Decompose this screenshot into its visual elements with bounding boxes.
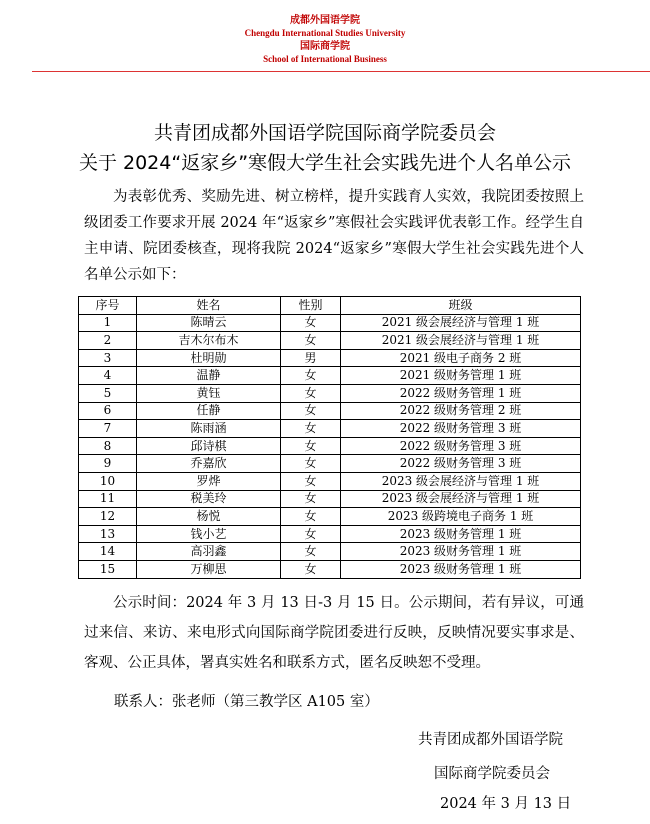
cell-name: 邱诗棋 (137, 437, 281, 455)
cell-name: 杜明勋 (137, 349, 281, 367)
cell-gender: 女 (281, 332, 341, 350)
letterhead-school-en: School of International Business (263, 54, 387, 64)
letterhead-divider (32, 71, 650, 72)
table-row (79, 384, 581, 402)
cell-class: 2022 级财务管理 3 班 (341, 420, 581, 438)
table-row (79, 402, 581, 420)
cell-no: 9 (79, 455, 137, 473)
cell-no: 3 (79, 349, 137, 367)
cell-gender: 女 (281, 525, 341, 543)
cell-gender: 女 (281, 472, 341, 490)
cell-no: 5 (79, 384, 137, 402)
letterhead-university-cn: 成都外国语学院 (290, 15, 360, 26)
cell-name: 陈晴云 (137, 314, 281, 332)
cell-no: 14 (79, 543, 137, 561)
letterhead-school-cn: 国际商学院 (300, 41, 350, 52)
table-header-row (79, 297, 581, 315)
contact-line: 联系人：张老师（第三教学区 A105 室） (114, 694, 379, 710)
cell-gender: 女 (281, 490, 341, 508)
cell-class: 2023 级会展经济与管理 1 班 (341, 490, 581, 508)
table-row (79, 525, 581, 543)
cell-name: 陈雨涵 (137, 420, 281, 438)
table-row (79, 472, 581, 490)
cell-class: 2022 级财务管理 2 班 (341, 402, 581, 420)
cell-no: 4 (79, 367, 137, 385)
table-row (79, 455, 581, 473)
header-no: 序号 (79, 297, 137, 315)
table-row (79, 508, 581, 526)
cell-class: 2023 级跨境电子商务 1 班 (341, 508, 581, 526)
header-class: 班级 (341, 297, 581, 315)
signature-date: 2024 年 3 月 13 日 (440, 796, 572, 812)
cell-name: 万柳思 (137, 560, 281, 578)
table-row (79, 420, 581, 438)
cell-class: 2023 级会展经济与管理 1 班 (341, 472, 581, 490)
cell-no: 13 (79, 525, 137, 543)
cell-gender: 女 (281, 314, 341, 332)
cell-gender: 女 (281, 384, 341, 402)
cell-gender: 女 (281, 508, 341, 526)
cell-gender: 女 (281, 437, 341, 455)
cell-no: 15 (79, 560, 137, 578)
cell-no: 8 (79, 437, 137, 455)
cell-gender: 女 (281, 560, 341, 578)
table-row (79, 367, 581, 385)
table-row (79, 560, 581, 578)
cell-class: 2023 级财务管理 1 班 (341, 525, 581, 543)
signature-org2: 国际商学院委员会 (434, 766, 550, 782)
cell-name: 温静 (137, 367, 281, 385)
cell-no: 11 (79, 490, 137, 508)
cell-gender: 女 (281, 420, 341, 438)
table-body (79, 314, 581, 578)
table-row (79, 349, 581, 367)
cell-class: 2022 级财务管理 3 班 (341, 437, 581, 455)
cell-name: 吉木尔布木 (137, 332, 281, 350)
cell-name: 税美玲 (137, 490, 281, 508)
cell-name: 乔嘉欣 (137, 455, 281, 473)
intro-paragraph (84, 184, 584, 288)
cell-class: 2023 级财务管理 1 班 (341, 560, 581, 578)
table-row (79, 490, 581, 508)
cell-no: 7 (79, 420, 137, 438)
header-name: 姓名 (137, 297, 281, 315)
cell-gender: 女 (281, 402, 341, 420)
document-title-line2: 关于 2024“返家乡”寒假大学生社会实践先进个人名单公示 (78, 152, 572, 174)
document-title-line1: 共青团成都外国语学院国际商学院委员会 (153, 122, 496, 144)
cell-gender: 男 (281, 349, 341, 367)
intro-text: 为表彰优秀、奖励先进、树立榜样，提升实践育人实效，我院团委按照上级团委工作要求开展 2024 年“返家乡”寒假社会实践评优表彰工作。经学生自主申请、院团委核查，现将我院 2024“返家乡”寒假大学生社会实践先进个人名单公示如下： (84, 189, 584, 283)
cell-name: 高羽鑫 (137, 543, 281, 561)
cell-gender: 女 (281, 367, 341, 385)
table-row (79, 314, 581, 332)
cell-name: 任静 (137, 402, 281, 420)
header-gender: 性别 (281, 297, 341, 315)
cell-class: 2021 级电子商务 2 班 (341, 349, 581, 367)
cell-no: 12 (79, 508, 137, 526)
cell-no: 10 (79, 472, 137, 490)
cell-gender: 女 (281, 543, 341, 561)
cell-class: 2021 级会展经济与管理 1 班 (341, 332, 581, 350)
cell-no: 1 (79, 314, 137, 332)
cell-no: 6 (79, 402, 137, 420)
notice-paragraph (84, 588, 584, 678)
cell-name: 钱小艺 (137, 525, 281, 543)
cell-class: 2023 级财务管理 1 班 (341, 543, 581, 561)
table-row (79, 543, 581, 561)
signature-org1: 共青团成都外国语学院 (418, 732, 563, 748)
awardee-table (78, 296, 581, 579)
cell-class: 2022 级财务管理 3 班 (341, 455, 581, 473)
cell-name: 杨悦 (137, 508, 281, 526)
letterhead (0, 14, 650, 66)
cell-class: 2021 级财务管理 1 班 (341, 367, 581, 385)
cell-name: 罗烨 (137, 472, 281, 490)
cell-gender: 女 (281, 455, 341, 473)
table-row (79, 437, 581, 455)
cell-no: 2 (79, 332, 137, 350)
table-row (79, 332, 581, 350)
cell-class: 2021 级会展经济与管理 1 班 (341, 314, 581, 332)
notice-text: 公示时间：2024 年 3 月 13 日-3 月 15 日。公示期间，若有异议，可通过来信、来访、来电形式向国际商学院团委进行反映，反映情况要实事求是、客观、公正具体，署真实姓名和联系方式，匿名反映恕不受理。 (84, 595, 584, 671)
letterhead-university-en: Chengdu International Studies University (244, 28, 406, 38)
cell-name: 黄钰 (137, 384, 281, 402)
cell-class: 2022 级财务管理 1 班 (341, 384, 581, 402)
